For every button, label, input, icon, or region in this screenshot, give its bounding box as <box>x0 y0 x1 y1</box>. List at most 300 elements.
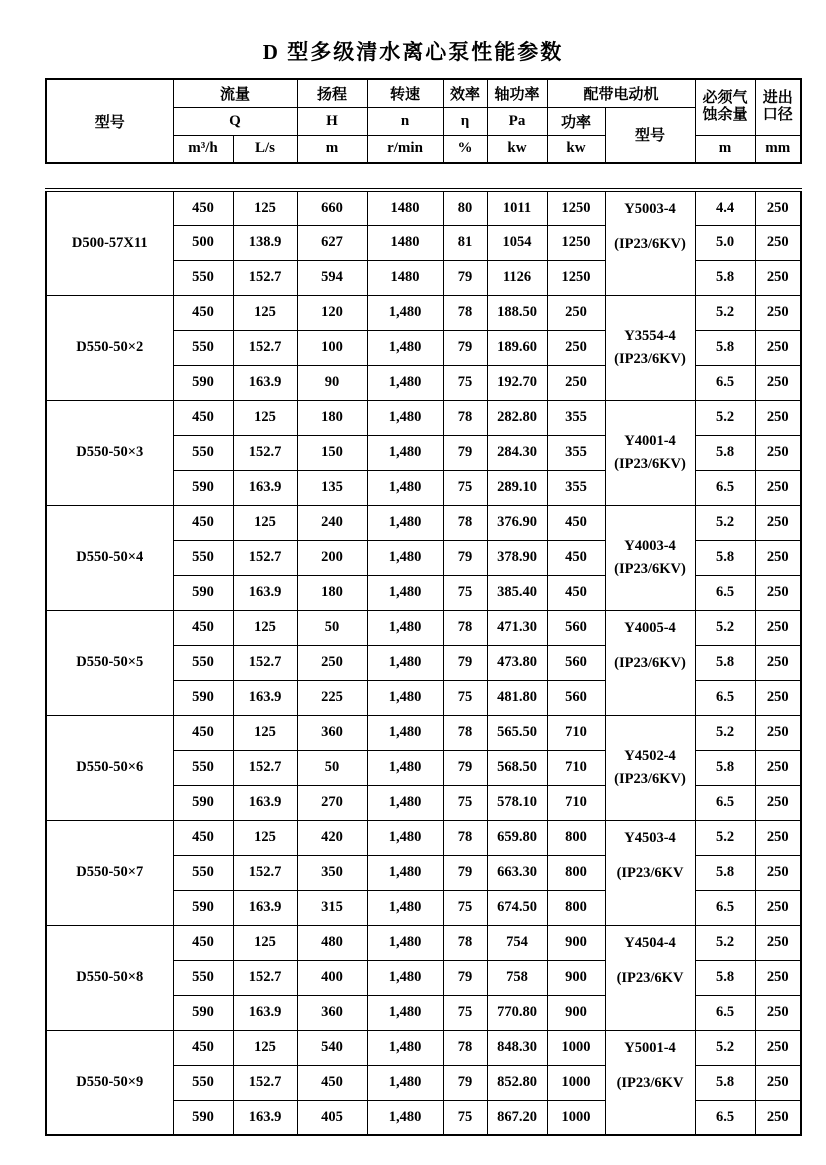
motor-power-cell: 1250 <box>547 260 605 295</box>
npsh-cell: 5.8 <box>695 330 755 365</box>
head-cell: 200 <box>297 540 367 575</box>
diameter-cell: 250 <box>755 295 801 330</box>
table-row <box>46 925 801 960</box>
flow-ls-cell: 163.9 <box>233 575 297 610</box>
motor-power-cell: 1250 <box>547 225 605 260</box>
motor-frame-line: (IP23/6KV) <box>614 560 686 577</box>
motor-power-cell: 1000 <box>547 1100 605 1135</box>
efficiency-cell: 79 <box>443 960 487 995</box>
speed-cell: 1,480 <box>367 575 443 610</box>
motor-model-line: Y5003-4 <box>624 201 676 217</box>
motor-model-line: Y4005-4 <box>624 619 676 636</box>
shaft-power-cell: 471.30 <box>487 610 547 645</box>
flow-m3h-cell: 590 <box>173 890 233 925</box>
flow-m3h-cell: 550 <box>173 645 233 680</box>
motor-frame-line: (IP23/6KV <box>616 864 684 881</box>
head-cell: 100 <box>297 330 367 365</box>
diameter-cell: 250 <box>755 890 801 925</box>
shaft-power-cell: 385.40 <box>487 575 547 610</box>
header-flow: 流量 <box>173 79 297 107</box>
header-head: 扬程 <box>297 79 367 107</box>
flow-m3h-cell: 590 <box>173 680 233 715</box>
header-flow-symbol: Q <box>173 107 297 135</box>
motor-model-line: Y5001-4 <box>624 1039 676 1056</box>
shaft-power-cell: 1126 <box>487 260 547 295</box>
motor-model-text <box>606 745 695 791</box>
head-cell: 480 <box>297 925 367 960</box>
npsh-cell: 6.5 <box>695 785 755 820</box>
flow-m3h-cell: 550 <box>173 1065 233 1100</box>
flow-m3h-cell: 590 <box>173 1100 233 1135</box>
motor-model-line: Y4503-4 <box>624 829 676 846</box>
npsh-cell: 5.8 <box>695 1065 755 1100</box>
flow-m3h-cell: 590 <box>173 470 233 505</box>
shaft-power-cell: 188.50 <box>487 295 547 330</box>
speed-cell: 1,480 <box>367 1030 443 1065</box>
diameter-cell: 250 <box>755 645 801 680</box>
npsh-cell: 5.2 <box>695 400 755 435</box>
shaft-power-cell: 674.50 <box>487 890 547 925</box>
header-diameter: 进出口径 <box>755 79 801 135</box>
flow-ls-cell: 152.7 <box>233 750 297 785</box>
flow-m3h-cell: 550 <box>173 435 233 470</box>
motor-power-cell: 450 <box>547 540 605 575</box>
header-table <box>45 78 802 164</box>
flow-ls-cell: 152.7 <box>233 855 297 890</box>
flow-ls-cell: 125 <box>233 505 297 540</box>
motor-model-text <box>606 535 695 581</box>
head-cell: 150 <box>297 435 367 470</box>
pump-model-cell: D550-50×4 <box>46 505 173 610</box>
motor-model-line: Y4003-4 <box>624 537 676 554</box>
diameter-cell: 250 <box>755 1030 801 1065</box>
efficiency-cell: 78 <box>443 610 487 645</box>
pump-model-cell: D550-50×5 <box>46 610 173 715</box>
efficiency-cell: 81 <box>443 225 487 260</box>
pump-model-cell: D550-50×2 <box>46 295 173 400</box>
npsh-cell: 5.0 <box>695 225 755 260</box>
efficiency-cell: 75 <box>443 575 487 610</box>
npsh-cell: 5.8 <box>695 960 755 995</box>
head-cell: 594 <box>297 260 367 295</box>
motor-model-line: Y4001-4 <box>624 432 676 449</box>
flow-ls-cell: 163.9 <box>233 365 297 400</box>
flow-ls-cell: 152.7 <box>233 1065 297 1100</box>
motor-power-cell: 710 <box>547 785 605 820</box>
flow-m3h-cell: 550 <box>173 330 233 365</box>
table-row <box>46 610 801 645</box>
diameter-cell: 250 <box>755 680 801 715</box>
header-shaft-power-symbol: Pa <box>487 107 547 135</box>
flow-m3h-cell: 590 <box>173 365 233 400</box>
efficiency-cell: 79 <box>443 330 487 365</box>
table-row <box>46 295 801 330</box>
header-diameter-unit: mm <box>755 135 801 163</box>
speed-cell: 1,480 <box>367 890 443 925</box>
head-cell: 405 <box>297 1100 367 1135</box>
npsh-cell: 4.4 <box>695 190 755 225</box>
speed-cell: 1,480 <box>367 505 443 540</box>
speed-cell: 1,480 <box>367 1100 443 1135</box>
motor-power-cell: 355 <box>547 470 605 505</box>
diameter-cell: 250 <box>755 365 801 400</box>
header-efficiency-symbol: η <box>443 107 487 135</box>
efficiency-cell: 75 <box>443 470 487 505</box>
motor-model-text <box>606 430 695 476</box>
shaft-power-cell: 192.70 <box>487 365 547 400</box>
motor-model-cell <box>605 715 695 820</box>
diameter-cell: 250 <box>755 225 801 260</box>
flow-ls-cell: 125 <box>233 295 297 330</box>
header-flow-unit-ls: L/s <box>233 135 297 163</box>
motor-power-cell: 355 <box>547 435 605 470</box>
flow-ls-cell: 125 <box>233 1030 297 1065</box>
motor-power-cell: 560 <box>547 645 605 680</box>
diameter-cell: 250 <box>755 1100 801 1135</box>
diameter-cell: 250 <box>755 470 801 505</box>
motor-power-cell: 355 <box>547 400 605 435</box>
speed-cell: 1,480 <box>367 610 443 645</box>
diameter-cell: 250 <box>755 995 801 1030</box>
page-title: D 型多级清水离心泵性能参数 <box>262 40 564 64</box>
flow-ls-cell: 152.7 <box>233 435 297 470</box>
header-head-symbol: H <box>297 107 367 135</box>
head-cell: 350 <box>297 855 367 890</box>
flow-ls-cell: 125 <box>233 820 297 855</box>
efficiency-cell: 78 <box>443 400 487 435</box>
diameter-cell: 250 <box>755 610 801 645</box>
shaft-power-cell: 659.80 <box>487 820 547 855</box>
npsh-cell: 6.5 <box>695 995 755 1030</box>
motor-model-cell <box>605 190 695 295</box>
motor-frame-line: (IP23/6KV) <box>614 770 686 787</box>
efficiency-cell: 78 <box>443 820 487 855</box>
head-cell: 135 <box>297 470 367 505</box>
efficiency-cell: 75 <box>443 365 487 400</box>
motor-power-cell: 900 <box>547 995 605 1030</box>
header-efficiency: 效率 <box>443 79 487 107</box>
header-efficiency-unit: % <box>443 135 487 163</box>
motor-model-cell <box>605 400 695 505</box>
efficiency-cell: 79 <box>443 1065 487 1100</box>
flow-ls-cell: 163.9 <box>233 995 297 1030</box>
pump-data-table <box>45 188 802 1136</box>
npsh-cell: 5.2 <box>695 295 755 330</box>
pump-model-cell: D550-50×7 <box>46 820 173 925</box>
motor-power-cell: 900 <box>547 925 605 960</box>
speed-cell: 1,480 <box>367 820 443 855</box>
efficiency-cell: 75 <box>443 1100 487 1135</box>
efficiency-cell: 75 <box>443 785 487 820</box>
shaft-power-cell: 481.80 <box>487 680 547 715</box>
shaft-power-cell: 852.80 <box>487 1065 547 1100</box>
speed-cell: 1,480 <box>367 365 443 400</box>
table-row <box>46 715 801 750</box>
head-cell: 627 <box>297 225 367 260</box>
npsh-cell: 5.2 <box>695 925 755 960</box>
shaft-power-cell: 376.90 <box>487 505 547 540</box>
pump-model-cell: D550-50×6 <box>46 715 173 820</box>
efficiency-cell: 79 <box>443 645 487 680</box>
npsh-cell: 5.8 <box>695 750 755 785</box>
pump-model-cell: D550-50×3 <box>46 400 173 505</box>
pump-table-body <box>46 190 801 1135</box>
motor-power-cell: 450 <box>547 505 605 540</box>
speed-cell: 1,480 <box>367 435 443 470</box>
speed-cell: 1,480 <box>367 960 443 995</box>
diameter-cell: 250 <box>755 1065 801 1100</box>
header-speed-symbol: n <box>367 107 443 135</box>
header-shaft-power: 轴功率 <box>487 79 547 107</box>
npsh-cell: 5.2 <box>695 610 755 645</box>
motor-power-cell: 250 <box>547 330 605 365</box>
table-row <box>46 505 801 540</box>
efficiency-cell: 75 <box>443 680 487 715</box>
npsh-cell: 5.8 <box>695 260 755 295</box>
shaft-power-cell: 189.60 <box>487 330 547 365</box>
header-npsh-unit: m <box>695 135 755 163</box>
motor-model-cell <box>605 295 695 400</box>
flow-m3h-cell: 450 <box>173 715 233 750</box>
header-shaft-power-unit: kw <box>487 135 547 163</box>
table-row <box>46 820 801 855</box>
motor-power-cell: 560 <box>547 610 605 645</box>
npsh-cell: 5.2 <box>695 505 755 540</box>
motor-model-cell <box>605 610 695 715</box>
efficiency-cell: 79 <box>443 540 487 575</box>
flow-m3h-cell: 500 <box>173 225 233 260</box>
motor-frame-line: (IP23/6KV) <box>614 350 686 367</box>
npsh-cell: 5.8 <box>695 540 755 575</box>
motor-power-cell: 450 <box>547 575 605 610</box>
shaft-power-cell: 578.10 <box>487 785 547 820</box>
motor-model-text <box>606 611 695 681</box>
motor-power-cell: 560 <box>547 680 605 715</box>
npsh-cell: 5.8 <box>695 435 755 470</box>
pump-model-cell: D550-50×9 <box>46 1030 173 1135</box>
head-cell: 50 <box>297 750 367 785</box>
header-npsh: 必须气蚀余量 <box>695 79 755 135</box>
efficiency-cell: 78 <box>443 715 487 750</box>
header-motor-power: 功率 <box>547 107 605 135</box>
flow-ls-cell: 152.7 <box>233 960 297 995</box>
motor-power-cell: 800 <box>547 890 605 925</box>
efficiency-cell: 75 <box>443 995 487 1030</box>
speed-cell: 1,480 <box>367 400 443 435</box>
shaft-power-cell: 867.20 <box>487 1100 547 1135</box>
flow-m3h-cell: 550 <box>173 260 233 295</box>
shaft-power-cell: 1011 <box>487 190 547 225</box>
flow-ls-cell: 163.9 <box>233 785 297 820</box>
motor-model-line: Y4504-4 <box>624 934 676 951</box>
header-flow-unit-m3h: m³/h <box>173 135 233 163</box>
npsh-cell: 6.5 <box>695 470 755 505</box>
shaft-power-cell: 568.50 <box>487 750 547 785</box>
shaft-power-cell: 848.30 <box>487 1030 547 1065</box>
flow-m3h-cell: 450 <box>173 610 233 645</box>
speed-cell: 1,480 <box>367 855 443 890</box>
efficiency-cell: 79 <box>443 260 487 295</box>
diameter-cell: 250 <box>755 505 801 540</box>
flow-ls-cell: 138.9 <box>233 225 297 260</box>
table-row <box>46 190 801 225</box>
flow-ls-cell: 152.7 <box>233 540 297 575</box>
motor-power-cell: 250 <box>547 295 605 330</box>
motor-power-cell: 710 <box>547 750 605 785</box>
motor-power-cell: 800 <box>547 855 605 890</box>
flow-ls-cell: 125 <box>233 715 297 750</box>
header-row-1 <box>46 79 801 107</box>
diameter-cell: 250 <box>755 575 801 610</box>
motor-model-cell <box>605 1030 695 1135</box>
shaft-power-cell: 282.80 <box>487 400 547 435</box>
efficiency-cell: 78 <box>443 505 487 540</box>
speed-cell: 1480 <box>367 225 443 260</box>
shaft-power-cell: 473.80 <box>487 645 547 680</box>
diameter-cell: 250 <box>755 785 801 820</box>
diameter-cell: 250 <box>755 435 801 470</box>
diameter-cell: 250 <box>755 960 801 995</box>
flow-m3h-cell: 550 <box>173 960 233 995</box>
speed-cell: 1,480 <box>367 470 443 505</box>
flow-m3h-cell: 550 <box>173 750 233 785</box>
npsh-cell: 5.2 <box>695 1030 755 1065</box>
speed-cell: 1,480 <box>367 925 443 960</box>
flow-m3h-cell: 450 <box>173 400 233 435</box>
head-cell: 315 <box>297 890 367 925</box>
motor-power-cell: 1000 <box>547 1030 605 1065</box>
head-cell: 250 <box>297 645 367 680</box>
efficiency-cell: 78 <box>443 925 487 960</box>
flow-m3h-cell: 450 <box>173 820 233 855</box>
header-pump-model: 型号 <box>46 79 173 163</box>
speed-cell: 1,480 <box>367 715 443 750</box>
header-motor-model: 型号 <box>605 107 695 163</box>
table-row <box>46 1030 801 1065</box>
flow-ls-cell: 163.9 <box>233 680 297 715</box>
efficiency-cell: 79 <box>443 435 487 470</box>
diameter-cell: 250 <box>755 190 801 225</box>
speed-cell: 1,480 <box>367 680 443 715</box>
motor-power-cell: 1250 <box>547 190 605 225</box>
motor-power-cell: 710 <box>547 715 605 750</box>
motor-power-cell: 800 <box>547 820 605 855</box>
flow-ls-cell: 125 <box>233 190 297 225</box>
flow-ls-cell: 152.7 <box>233 260 297 295</box>
efficiency-cell: 80 <box>443 190 487 225</box>
header-motor: 配带电动机 <box>547 79 695 107</box>
head-cell: 450 <box>297 1065 367 1100</box>
speed-cell: 1,480 <box>367 785 443 820</box>
flow-m3h-cell: 450 <box>173 1030 233 1065</box>
speed-cell: 1,480 <box>367 750 443 785</box>
npsh-cell: 6.5 <box>695 575 755 610</box>
flow-ls-cell: 163.9 <box>233 470 297 505</box>
motor-frame-line: (IP23/6KV <box>616 1074 684 1091</box>
motor-model-line: Y3554-4 <box>624 327 676 344</box>
flow-m3h-cell: 590 <box>173 785 233 820</box>
flow-m3h-cell: 450 <box>173 295 233 330</box>
efficiency-cell: 75 <box>443 890 487 925</box>
flow-ls-cell: 125 <box>233 610 297 645</box>
head-cell: 50 <box>297 610 367 645</box>
efficiency-cell: 79 <box>443 750 487 785</box>
diameter-cell: 250 <box>755 750 801 785</box>
flow-m3h-cell: 550 <box>173 855 233 890</box>
shaft-power-cell: 770.80 <box>487 995 547 1030</box>
flow-m3h-cell: 590 <box>173 575 233 610</box>
npsh-cell: 5.2 <box>695 715 755 750</box>
motor-power-cell: 900 <box>547 960 605 995</box>
motor-model-text <box>606 1031 695 1101</box>
flow-ls-cell: 152.7 <box>233 645 297 680</box>
motor-model-cell <box>605 925 695 1030</box>
speed-cell: 1,480 <box>367 645 443 680</box>
header-speed-unit: r/min <box>367 135 443 163</box>
npsh-cell: 6.5 <box>695 1100 755 1135</box>
head-cell: 400 <box>297 960 367 995</box>
head-cell: 420 <box>297 820 367 855</box>
diameter-cell: 250 <box>755 540 801 575</box>
motor-model-text <box>606 821 695 891</box>
flow-ls-cell: 125 <box>233 925 297 960</box>
shaft-power-cell: 1054 <box>487 225 547 260</box>
motor-model-text <box>606 325 695 371</box>
head-cell: 240 <box>297 505 367 540</box>
diameter-cell: 250 <box>755 715 801 750</box>
flow-m3h-cell: 550 <box>173 540 233 575</box>
head-cell: 360 <box>297 715 367 750</box>
diameter-cell: 250 <box>755 400 801 435</box>
flow-ls-cell: 152.7 <box>233 330 297 365</box>
table-row <box>46 400 801 435</box>
head-cell: 225 <box>297 680 367 715</box>
diameter-cell: 250 <box>755 855 801 890</box>
speed-cell: 1480 <box>367 190 443 225</box>
motor-frame-line: (IP23/6KV) <box>614 236 686 252</box>
efficiency-cell: 78 <box>443 1030 487 1065</box>
motor-model-cell <box>605 820 695 925</box>
motor-frame-line: (IP23/6KV) <box>614 455 686 472</box>
header-head-unit: m <box>297 135 367 163</box>
motor-frame-line: (IP23/6KV) <box>614 654 686 671</box>
npsh-cell: 6.5 <box>695 890 755 925</box>
head-cell: 180 <box>297 400 367 435</box>
head-cell: 270 <box>297 785 367 820</box>
head-cell: 540 <box>297 1030 367 1065</box>
motor-model-text <box>606 926 695 996</box>
flow-m3h-cell: 590 <box>173 995 233 1030</box>
diameter-cell: 250 <box>755 330 801 365</box>
shaft-power-cell: 758 <box>487 960 547 995</box>
motor-model-line: Y4502-4 <box>624 747 676 764</box>
diameter-cell: 250 <box>755 260 801 295</box>
diameter-cell: 250 <box>755 925 801 960</box>
efficiency-cell: 78 <box>443 295 487 330</box>
npsh-cell: 6.5 <box>695 365 755 400</box>
shaft-power-cell: 663.30 <box>487 855 547 890</box>
pump-model-cell: D500-57X11 <box>46 190 173 295</box>
motor-frame-line: (IP23/6KV <box>616 969 684 986</box>
motor-model-cell <box>605 505 695 610</box>
shaft-power-cell: 565.50 <box>487 715 547 750</box>
head-cell: 90 <box>297 365 367 400</box>
speed-cell: 1,480 <box>367 295 443 330</box>
flow-ls-cell: 163.9 <box>233 1100 297 1135</box>
npsh-cell: 5.2 <box>695 820 755 855</box>
npsh-cell: 6.5 <box>695 680 755 715</box>
pump-model-cell: D550-50×8 <box>46 925 173 1030</box>
